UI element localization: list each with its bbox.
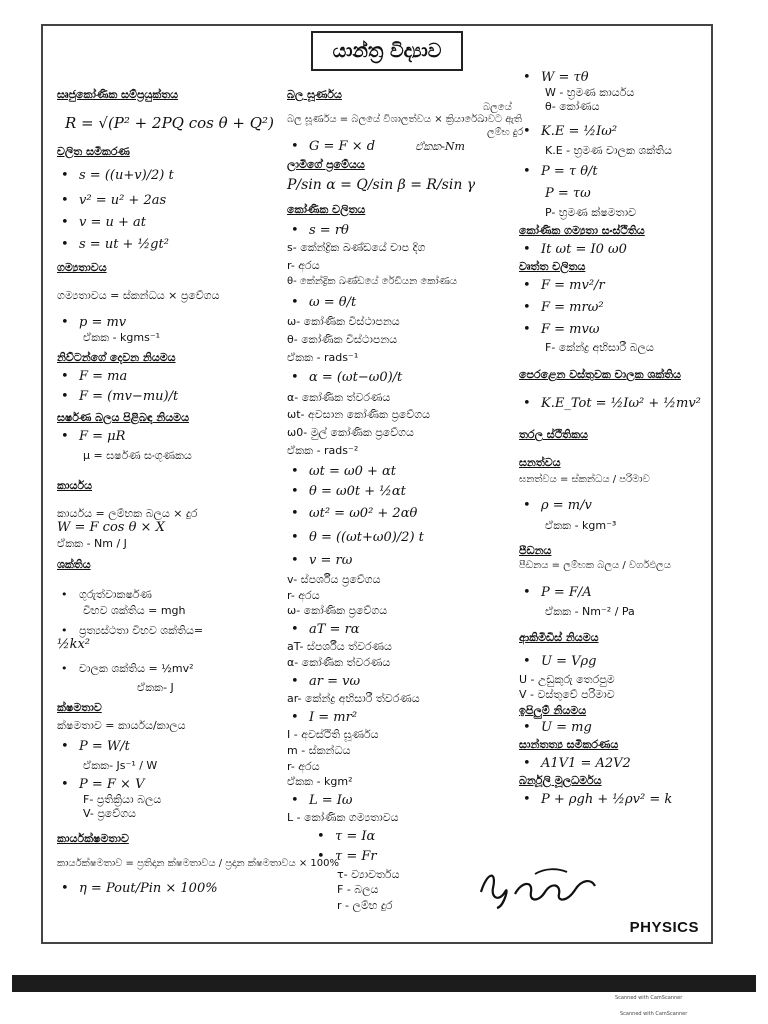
- centripetal-force-label: F- කේන්ද්‍ර අභිසාරී බලය: [545, 340, 654, 354]
- heading-angular-momentum-conservation: කෝණික ගම්‍යතා සංස්ථිතිය: [519, 224, 645, 237]
- v-label: v- ස්පර්ශීය ප්‍රවේගය: [287, 572, 381, 586]
- scan-watermark-2: Scanned with CamScanner: [620, 1011, 688, 1017]
- pressure-formula: • P = F/A: [519, 585, 711, 601]
- motion-eq-4: • s = ut + ½gt²: [57, 237, 282, 253]
- physics-brand: PHYSICS: [629, 919, 699, 936]
- kinetic-energy-formula: • චාලක ශක්තිය = ½mv²: [57, 662, 282, 676]
- angular-acceleration-formula: • α = (ωt−ω0)/t: [287, 370, 517, 386]
- formula-sheet: [41, 24, 713, 944]
- friction-formula: • F = μR: [57, 429, 282, 445]
- theta-label: θ- කෝණික විස්ථාපනය: [287, 332, 398, 346]
- elastic-energy-label: • ප්‍රත්‍යස්ථතා විභව ශක්තිය=: [57, 624, 282, 638]
- angular-velocity-formula: • ω = θ/t: [287, 295, 517, 311]
- volume-label: V - වස්තුවේ පරිමාව: [519, 688, 615, 702]
- angular-eq-1: • ωt = ω0 + αt: [287, 464, 517, 480]
- efficiency-definition: කාර්යක්ෂමතාව = ප්‍රතිදාන ක්ෂමතාවය / ප්‍රදාන ක්ෂමතාවය × 100%: [57, 858, 339, 869]
- pressure-unit: ඒකක - Nm⁻² / Pa: [545, 604, 635, 618]
- heading-friction-law: ඝර්ෂණ බලය පිළිබඳ නියමය: [57, 411, 189, 424]
- radial-acceleration-formula: • ar = vω: [287, 674, 517, 690]
- heading-equations-of-motion: චලිත සමීකරණ: [57, 144, 130, 158]
- arc-length-label: s- කේන්ද්‍රික ඛණ්ඩයේ චාප දිග: [287, 240, 426, 254]
- centripetal-formula-1: • F = mv²/r: [519, 278, 711, 294]
- motion-eq-2: • v² = u² + 2as: [57, 193, 282, 209]
- at-label: aT- ස්පර්ශීය ත්වරණය: [287, 640, 392, 654]
- heading-newtons-second-law: නිව්ටන්ගේ දෙවන නියමය: [57, 350, 176, 364]
- heading-circular-motion: වෘත්ත චලිතය: [519, 260, 586, 273]
- torque-label: τ- ව්‍යාවර්තය: [337, 867, 400, 881]
- heading-power: ක්ෂමතාව: [57, 701, 102, 714]
- density-definition: ඝනත්වය = ස්කන්ධය / පරිමාව: [519, 473, 650, 485]
- rotational-ke-label: K.E - භ්‍රමණ චාලක ශක්තිය: [545, 144, 673, 157]
- moment-formula-text: G = F × d: [309, 139, 376, 155]
- torque-formula-2: • τ = Fr: [287, 849, 517, 865]
- scan-watermark-1: Scanned with CamScanner: [615, 995, 683, 1001]
- bottom-bar: [12, 975, 756, 992]
- omega-label-2: ω- කෝණික ප්‍රවේගය: [287, 604, 388, 618]
- centripetal-formula-2: • F = mrω²: [519, 300, 711, 316]
- power-velocity-label: V- ප්‍රවේගය: [83, 806, 136, 820]
- angular-velocity-unit: ඒකක - rads⁻¹: [287, 350, 359, 364]
- inertia-label: I - අවස්ථිති ඝූර්ණය: [287, 728, 379, 741]
- heading-work: කාර්යය: [57, 478, 93, 492]
- centripetal-formula-3: • F = mvω: [519, 322, 711, 338]
- radius-label-1: r- අරය: [287, 258, 320, 272]
- torque-formula-1: • τ = Iα: [287, 829, 517, 845]
- moment-unit: ඒකක-Nm: [415, 140, 465, 154]
- angular-momentum-label: L - කෝණික ගම්‍යතාවය: [287, 811, 399, 825]
- signature: [475, 862, 615, 910]
- radius-label-3: r- අරය: [287, 759, 320, 773]
- gravitational-label: • ගුරුත්වාකර්ෂණ: [57, 588, 282, 602]
- heading-continuity: සාන්තත්‍ය සමීකරණය: [519, 738, 619, 751]
- heading-energy: ශක්තිය: [57, 558, 91, 572]
- ar-label: ar- කේන්ද්‍ර අභිසාරී ත්වරණය: [287, 692, 420, 705]
- angular-eq-4: • θ = ((ωt+ω0)/2) t: [287, 530, 517, 546]
- angle-label: θ- කෝණය: [545, 100, 600, 113]
- continuity-formula: • A1V1 = A2V2: [519, 756, 711, 772]
- angular-eq-3: • ωt² = ω0² + 2αθ: [287, 506, 517, 522]
- upthrust-label: U - උඩුකුරු තෙරපුම: [519, 672, 615, 686]
- heading-archimedes: ආකිමිඩීස් නියමය: [519, 630, 599, 644]
- column-middle: [287, 88, 524, 913]
- efficiency-formula: • η = Pout/Pin × 100%: [57, 881, 282, 897]
- newton-eq-2: • F = (mv−mu)/t: [57, 389, 282, 405]
- heading-efficiency: කාර්යක්ෂමතාව: [57, 832, 129, 846]
- motion-eq-1: • s = ((u+v)/2) t: [57, 168, 282, 184]
- rotational-ke-formula: • K.E = ½Iω²: [519, 124, 711, 140]
- moment-of-inertia-formula: • I = mr²: [287, 710, 517, 726]
- moment-definition: බල ඝූර්ණය = බලයේ විශාලත්වය × ක්‍රියාරේඛාවට ඇති: [287, 114, 523, 126]
- angular-eq-2: • θ = ω0t + ½αt: [287, 484, 517, 500]
- rotational-power-formula-1: • P = τ θ/t: [519, 164, 711, 180]
- angular-momentum-formula: • L = Iω: [287, 793, 517, 809]
- rotational-power-label: P- භ්‍රමණ ක්ෂමතාව: [545, 206, 637, 220]
- newton-eq-1: • F = ma: [57, 369, 282, 385]
- power-force-label: F- ප්‍රතික්‍රියා බලය: [83, 792, 162, 806]
- work-definition: කාර්යය = ලම්භක බලය × දුර: [57, 506, 198, 520]
- omega-label: ω- කෝණික විස්ථාපනය: [287, 315, 400, 328]
- power-formula-1: • P = W/t: [57, 739, 282, 755]
- page-title: යාන්ත්‍ර විද්‍යාව: [311, 31, 463, 71]
- momentum-definition: ගම්‍යතාවය = ස්කන්ධය × ප්‍රවේගය: [57, 289, 220, 302]
- power-definition: ක්ෂමතාව = කාර්යය/කාලය: [57, 718, 186, 732]
- power-unit: ඒකක- Js⁻¹ / W: [83, 758, 158, 772]
- perpendicular-distance-label: r - ලම්භ දුර: [337, 899, 393, 912]
- density-formula: • ρ = m/v: [519, 498, 711, 514]
- angular-momentum-conservation-formula: • It ωt = I0 ω0: [519, 242, 711, 258]
- upthrust-formula: • U = Vρg: [519, 654, 711, 670]
- lamis-formula: P/sin α = Q/sin β = R/sin γ: [287, 177, 476, 194]
- power-formula-2: • P = F × V: [57, 777, 282, 793]
- radian-angle-label: θ- කේන්ද්‍රික ඛණ්ඩයේ රේඩියන කෝණය: [287, 276, 458, 288]
- density-unit: ඒකක - kgm⁻³: [545, 518, 617, 532]
- omega-0-label: ω0- මුල් කෝණික ප්‍රවේගය: [287, 426, 414, 439]
- flotation-formula: • U = mg: [519, 720, 711, 736]
- motion-eq-3: • v = u + at: [57, 215, 282, 231]
- heading-pressure: පීඩනය: [519, 544, 552, 558]
- momentum-unit: ඒකක - kgms⁻¹: [83, 331, 161, 344]
- rotational-power-formula-2: P = τω: [545, 186, 591, 201]
- heading-angular-motion: කෝණික චලිතය: [287, 202, 366, 216]
- force-label: F - බලය: [337, 883, 379, 897]
- energy-unit: ඒකක- J: [137, 681, 174, 695]
- elastic-energy-formula: ½kx²: [57, 637, 91, 653]
- rotational-work-formula: • W = τθ: [519, 70, 711, 86]
- tangential-velocity-formula: • v = rω: [287, 553, 517, 569]
- friction-coefficient-label: μ = ඝර්ෂණ සංගුණකය: [83, 449, 192, 462]
- pressure-definition: පීඩනය = ලම්භක බලය / වර්ගඵලය: [519, 560, 671, 571]
- heading-rolling-ke: පෙරළෙන වස්තුවක චාලක ශක්තිය: [519, 368, 681, 382]
- rolling-ke-formula: • K.E_Tot = ½Iω² + ½mv²: [519, 396, 711, 412]
- arc-length-formula: • s = rθ: [287, 223, 517, 239]
- heading-lamis-theorem: ලාමිගේ ප්‍රමේයය: [287, 157, 365, 171]
- inertia-unit: ඒකක - kgm²: [287, 775, 353, 789]
- work-formula: W = F cos θ × X: [57, 520, 165, 536]
- potential-energy-formula: විභව ශක්තිය = mgh: [83, 603, 186, 617]
- radius-label-2: r- අරය: [287, 588, 320, 602]
- heading-momentum: ගම්‍යතාවය: [57, 261, 107, 275]
- heading-flotation: ඉපිලුම් නියමය: [519, 704, 587, 717]
- work-unit: ඒකක - Nm / J: [57, 536, 127, 550]
- moment-note-distance: ලම්භ දුර: [487, 126, 524, 138]
- alpha-label: α- කෝණික ත්වරණය: [287, 390, 391, 404]
- heading-fluid-statics: තරල ස්ථිතිකය: [519, 428, 588, 442]
- mass-label: m - ස්කන්ධය: [287, 743, 351, 757]
- omega-t-label: ωt- අවසාන කෝණික ප්‍රවේගය: [287, 408, 431, 422]
- column-right: [519, 70, 711, 808]
- rotational-work-label: W - භ්‍රමණ කාර්යය: [545, 86, 635, 100]
- heading-density: ඝනත්වය: [519, 456, 561, 469]
- bernoulli-formula: • P + ρgh + ½ρv² = k: [519, 792, 711, 808]
- alpha-label-2: α- කෝණික ත්වරණය: [287, 656, 391, 669]
- heading-bernoulli: බර්නූලි මූලධර්මය: [519, 774, 602, 787]
- heading-resultant: සෘජුකෝණික සම්ප්‍රයුක්තය: [57, 88, 179, 101]
- resultant-formula: R = √(P² + 2PQ cos θ + Q²): [65, 113, 274, 132]
- tangential-acceleration-formula: • aT = rα: [287, 622, 517, 638]
- angular-acceleration-unit: ඒකක - rads⁻²: [287, 443, 359, 457]
- momentum-formula: • p = mv: [57, 315, 282, 331]
- moment-note-force: බලයේ: [483, 101, 512, 113]
- heading-moment: බල ඝූර්ණය: [287, 88, 342, 101]
- moment-formula: [287, 139, 517, 155]
